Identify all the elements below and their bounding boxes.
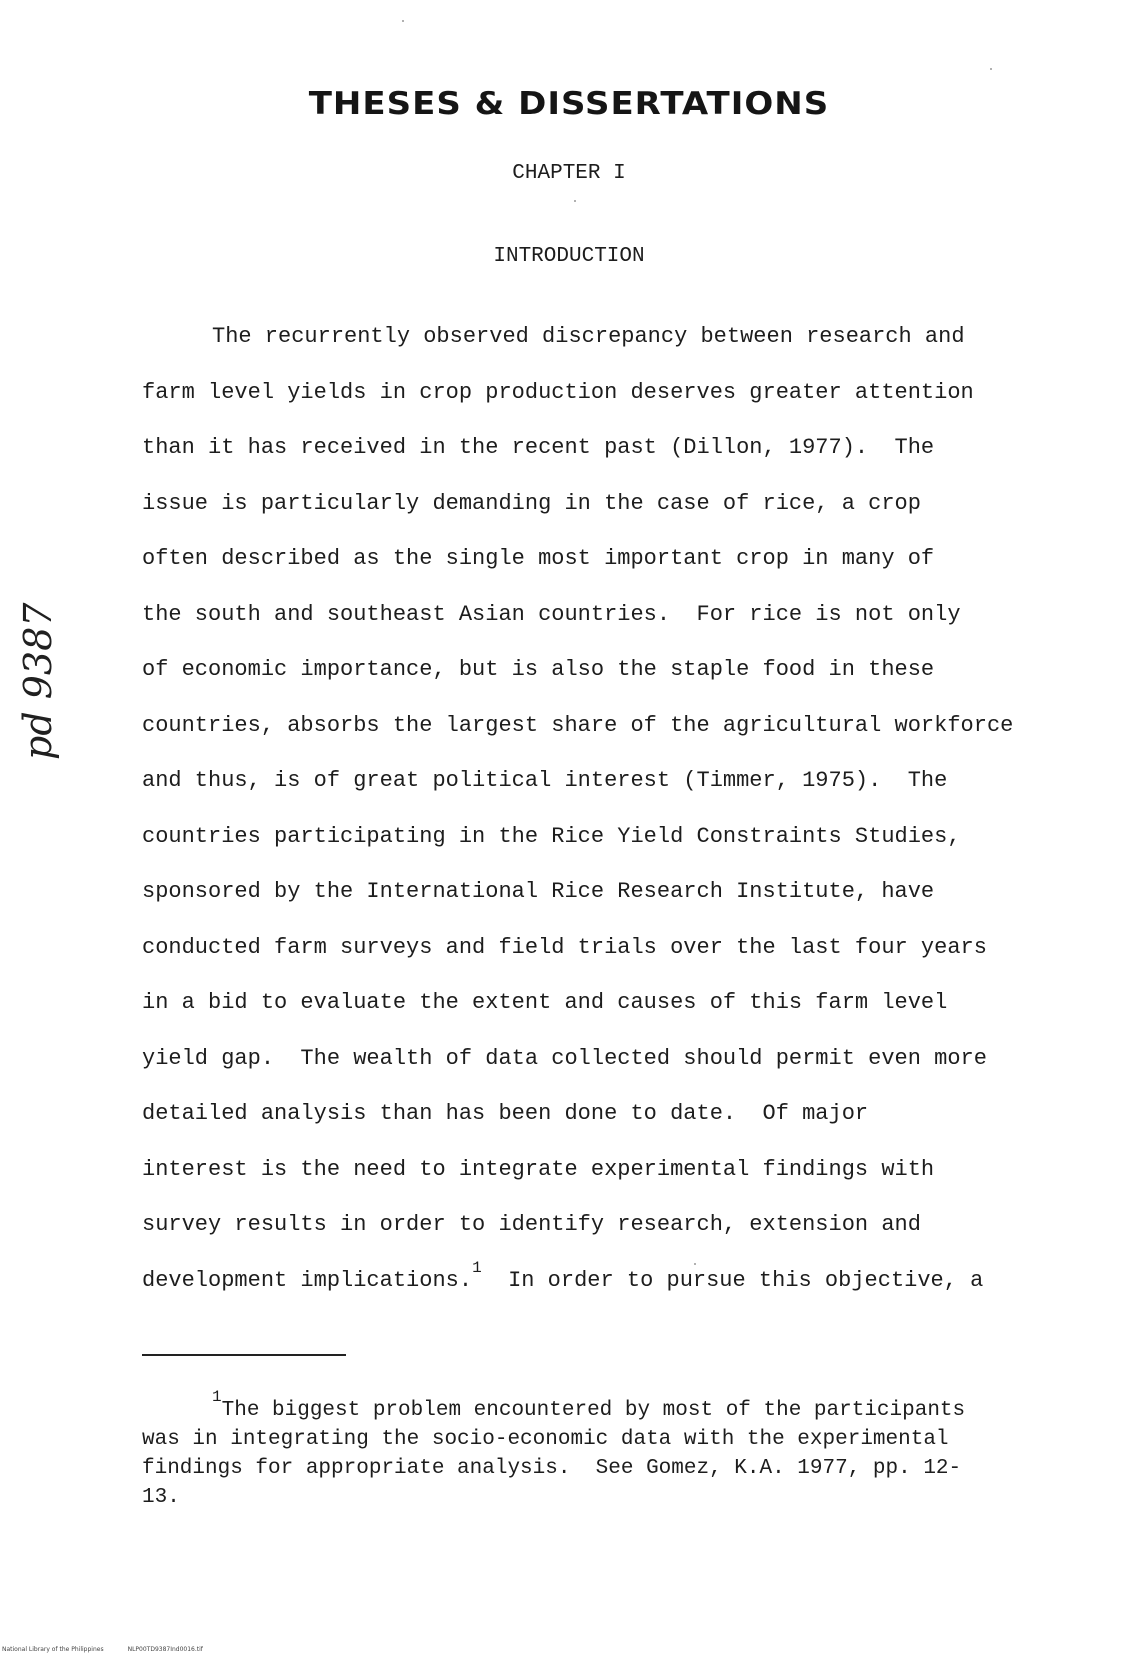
library-name: National Library of the Philippines xyxy=(2,1646,104,1653)
scan-speck xyxy=(694,1263,696,1265)
body-line: than it has received in the recent past (Dillon, 1977). The xyxy=(142,435,935,460)
footnote-marker: 1 xyxy=(212,1388,222,1406)
chapter-heading: CHAPTER I xyxy=(512,162,626,185)
footnote-line: was in integrating the socio-economic data with the experimental xyxy=(142,1428,949,1451)
scan-imprint xyxy=(2,1646,227,1653)
footnote xyxy=(142,1388,1072,1512)
body-line: survey results in order to identify research, extension and xyxy=(142,1212,921,1237)
body-line: sponsored by the International Rice Research Institute, have xyxy=(142,879,935,904)
scan-speck xyxy=(574,200,576,202)
footnote-reference: 1 xyxy=(472,1258,482,1277)
theses-dissertations-stamp: THESES & DISSERTATIONS xyxy=(308,85,830,123)
file-identifier: NLP00TD9387Ind0016.tif xyxy=(127,1646,203,1653)
body-line: countries participating in the Rice Yield Constraints Studies, xyxy=(142,823,961,849)
footnote-line: findings for appropriate analysis. See Gomez, K.A. 1977, pp. 12- xyxy=(142,1457,962,1480)
footnote-line-text: The biggest problem encountered by most of the participants xyxy=(221,1399,966,1422)
body-paragraph xyxy=(142,322,1082,1321)
last-line-continuation: In order to pursue this objective, a xyxy=(481,1267,984,1293)
body-line: detailed analysis than has been done to date. Of major xyxy=(142,1101,869,1126)
body-line: often described as the single most important crop in many of xyxy=(142,546,935,571)
handwritten-margin-note: pd 9387 xyxy=(16,602,60,760)
body-line: interest is the need to integrate experimental findings with xyxy=(142,1156,935,1182)
body-line: and thus, is of great political interest (Timmer, 1975). The xyxy=(142,768,948,793)
section-title: INTRODUCTION xyxy=(493,245,645,268)
body-line: The recurrently observed discrepancy between research and xyxy=(212,324,965,349)
body-line: countries, absorbs the largest share of the agricultural workforce xyxy=(142,712,1014,738)
footnote-line xyxy=(142,1388,1072,1425)
body-line-last xyxy=(142,1258,1082,1322)
scan-speck xyxy=(990,68,992,70)
body-line: yield gap. The wealth of data collected should permit even more xyxy=(142,1045,987,1071)
body-line: farm level yields in crop production deserves greater attention xyxy=(142,379,974,405)
body-line: of economic importance, but is also the staple food in these xyxy=(142,657,935,682)
footnote-line: 13. xyxy=(142,1486,180,1509)
body-line: in a bid to evaluate the extent and causes of this farm level xyxy=(142,990,948,1015)
body-line: conducted farm surveys and field trials over the last four years xyxy=(142,934,987,960)
body-line: the south and southeast Asian countries. For rice is not only xyxy=(142,601,961,627)
scan-speck xyxy=(402,20,404,22)
footnote-divider xyxy=(142,1354,346,1356)
body-line: issue is particularly demanding in the case of rice, a crop xyxy=(142,490,921,516)
last-line-text: development implications. xyxy=(142,1267,473,1293)
